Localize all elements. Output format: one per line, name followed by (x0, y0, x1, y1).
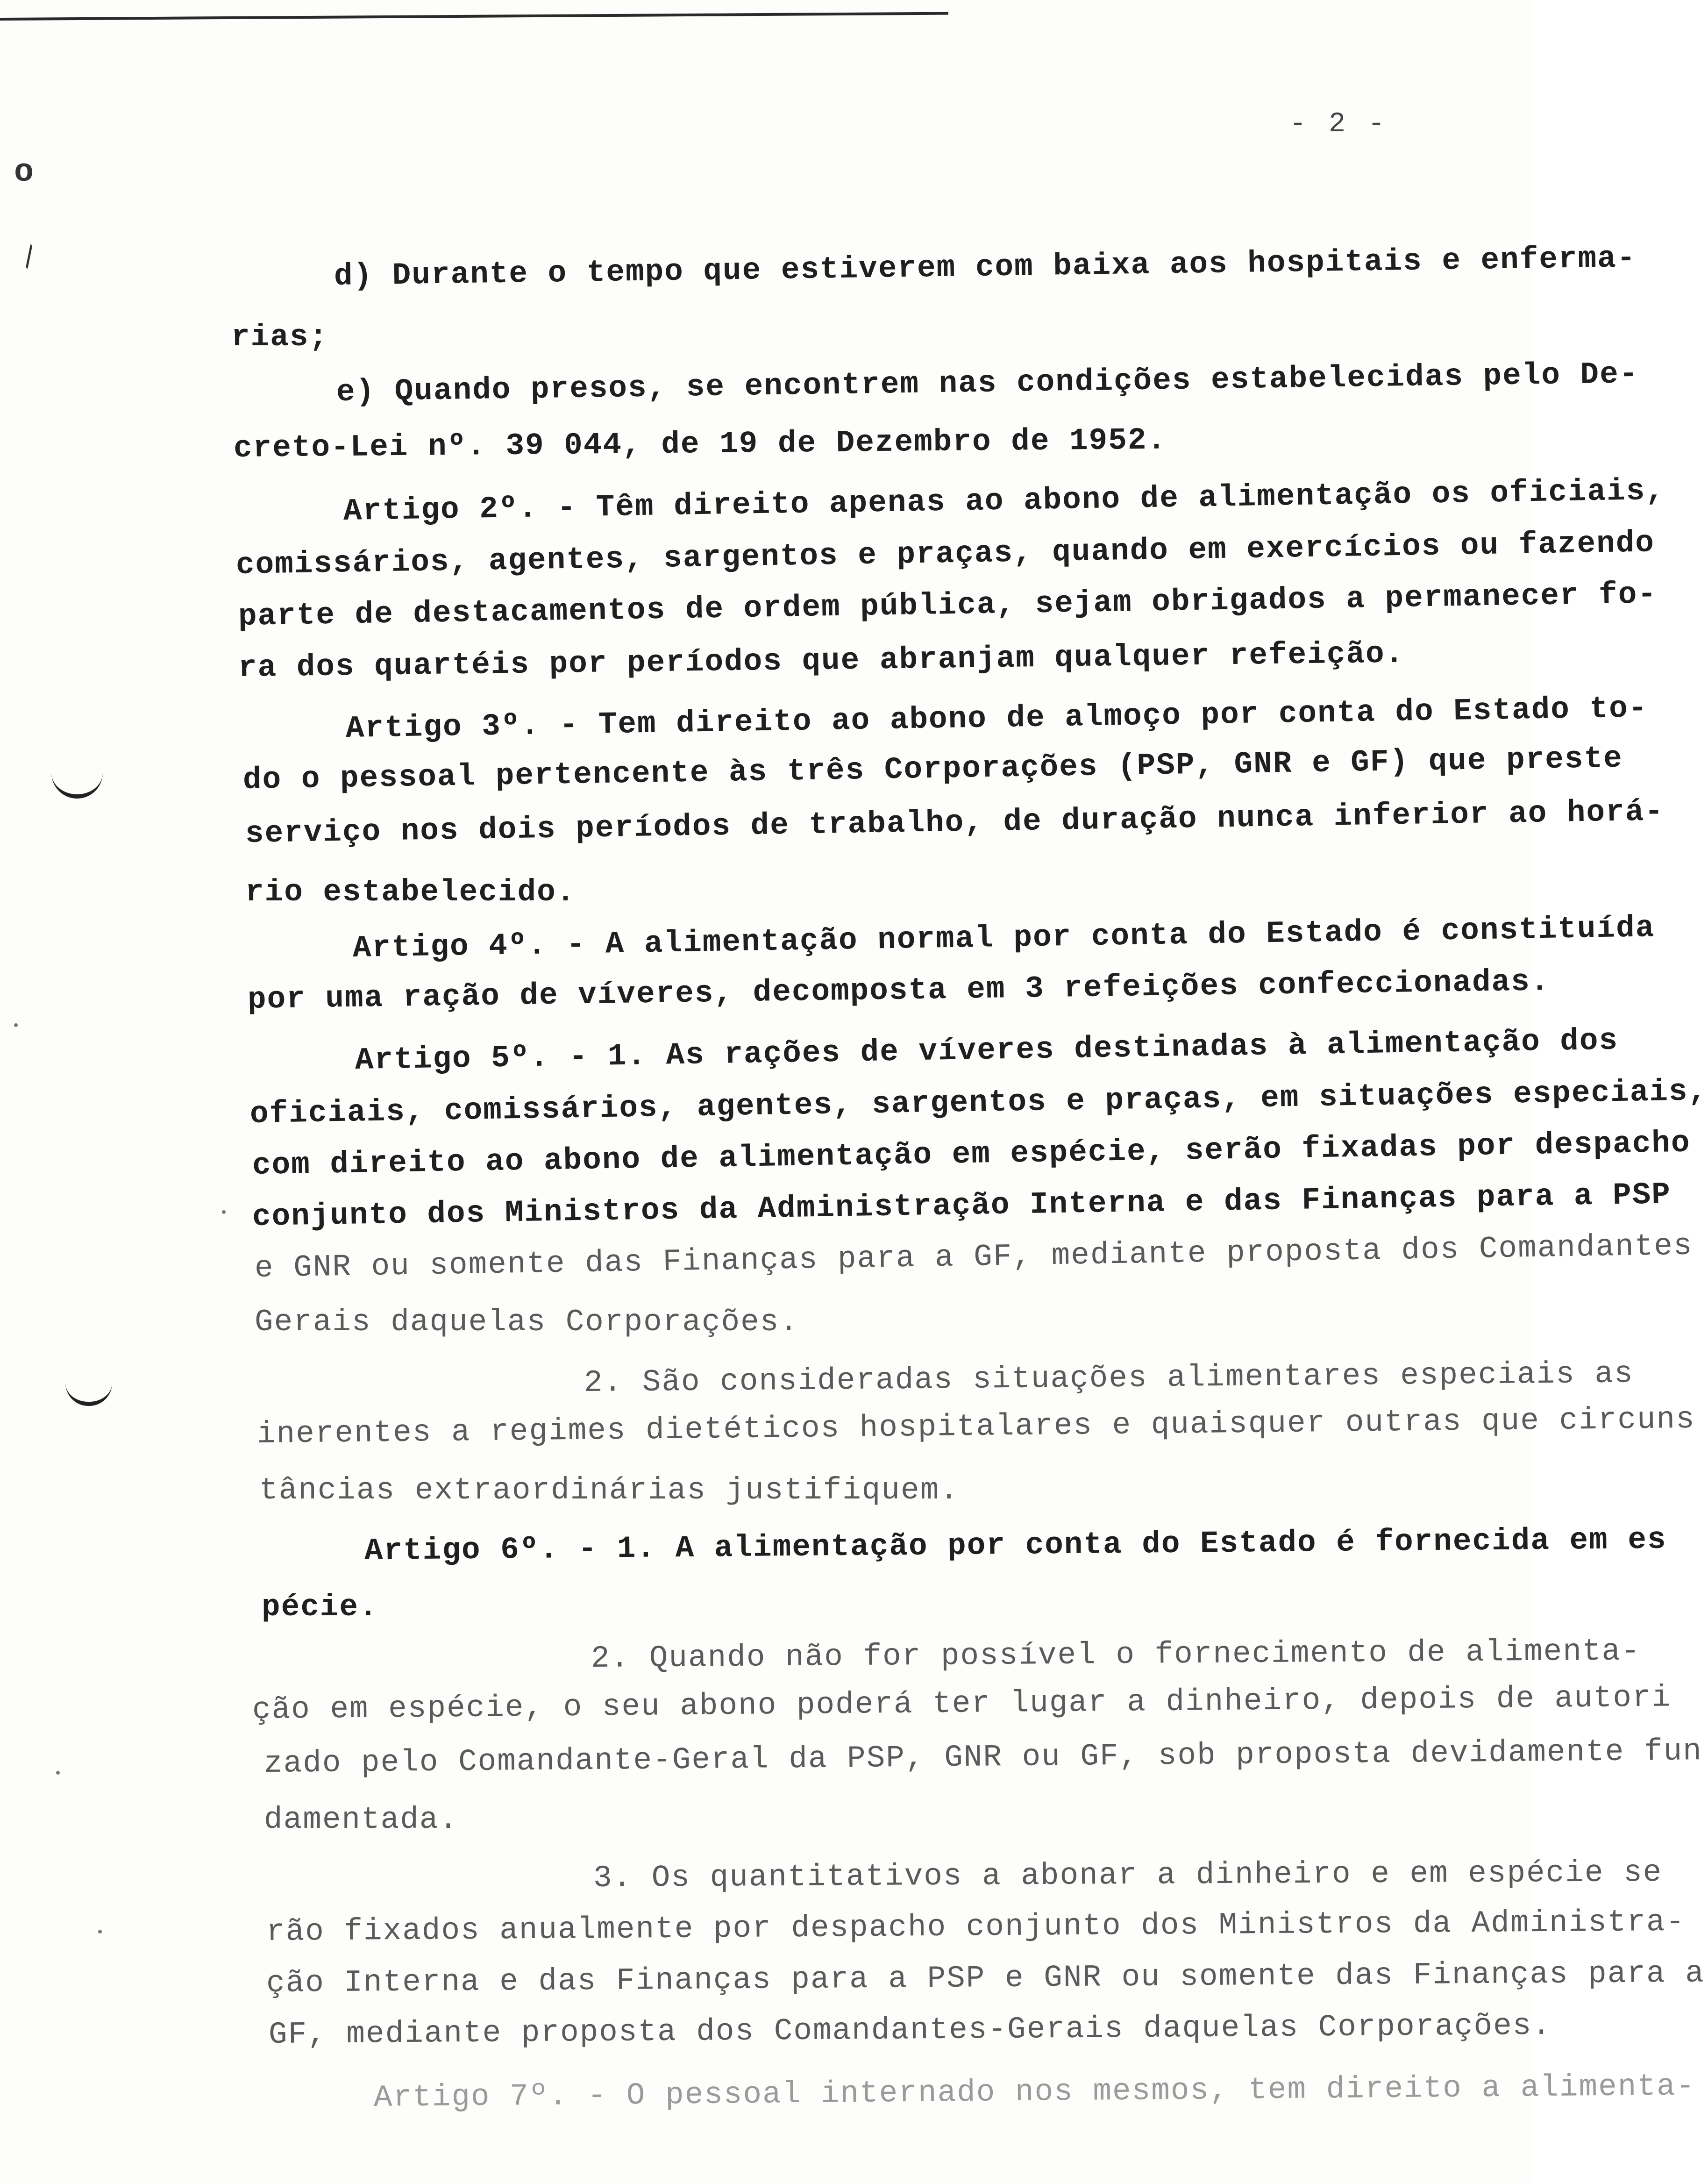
text-line: Gerais daquelas Corporações. (255, 1305, 799, 1340)
text-line: creto-Lei nº. 39 044, de 19 de Dezembro de 1952. (233, 422, 1167, 466)
text-line: Artigo 6º. - 1. A alimentação por conta do Estado é fornecida em es (364, 1522, 1667, 1569)
text-line: e GNR ou somente das Finanças para a GF, mediante proposta dos Comandantes (254, 1228, 1694, 1286)
text-line: e) Quando presos, se encontrem nas condições estabelecidas pelo De- (336, 357, 1639, 410)
text-line: GF, mediante proposta dos Comandantes-Gerais daquelas Corporações. (268, 2008, 1552, 2052)
text-line: pécie. (262, 1590, 378, 1625)
text-line: 2. Quando não for possível o fornecimento de alimenta- (591, 1634, 1641, 1676)
text-line: Artigo 2º. - Têm direito apenas ao abono de alimentação os oficiais, (343, 473, 1665, 529)
margin-mark (65, 1383, 112, 1406)
text-line: Artigo 3º. - Tem direito ao abono de almoço por conta do Estado to- (345, 691, 1648, 746)
text-line: inerentes a regimes dietéticos hospitalares e quaisquer outras que circuns (256, 1401, 1696, 1452)
top-edge-line (0, 12, 948, 21)
text-line: por uma ração de víveres, decomposta em 3 refeições confeccionadas. (247, 964, 1550, 1017)
text-line: rias; (231, 320, 329, 355)
margin-mark (98, 1930, 102, 1933)
margin-mark (222, 1210, 226, 1214)
text-line: serviço nos dois períodos de trabalho, de duração nunca inferior ao horá- (245, 794, 1665, 851)
text-line: d) Durante o tempo que estiverem com baixa aos hospitais e enferma- (334, 241, 1637, 294)
text-line: rão fixados anualmente por despacho conjunto dos Ministros da Administra- (266, 1904, 1686, 1949)
margin-mark: \ (10, 241, 44, 277)
text-line: tâncias extraordinárias justifiquem. (259, 1473, 959, 1508)
text-line: 2. São consideradas situações alimentares especiais as (584, 1356, 1634, 1400)
margin-mark (14, 1023, 18, 1027)
text-line: rio estabelecido. (245, 875, 576, 910)
text-line: com direito ao abono de alimentação em espécie, serão fixadas por despacho (252, 1125, 1691, 1183)
text-line: Artigo 4º. - A alimentação normal por conta do Estado é constituída (352, 910, 1655, 966)
text-line: ra dos quartéis por períodos que abranjam qualquer refeição. (238, 636, 1405, 685)
margin-mark (51, 771, 103, 799)
text-line: conjunto dos Ministros da Administração Interna e das Finanças para a PSP (252, 1177, 1672, 1234)
text-line: damentada. (264, 1802, 459, 1837)
text-line: oficiais, comissários, agentes, sargentos e praças, em situações especiais, (249, 1073, 1708, 1132)
text-line: comissários, agentes, sargentos e praças, quando em exercícios ou fazendo (235, 525, 1655, 583)
margin-mark (56, 1771, 60, 1775)
margin-mark: o (14, 154, 34, 191)
page-number: - 2 - (1289, 108, 1388, 140)
text-line: ção em espécie, o seu abono poderá ter lugar a dinheiro, depois de autori (252, 1680, 1672, 1727)
text-line: zado pelo Comandante-Geral da PSP, GNR ou GF, sob proposta devidamente fun (263, 1734, 1703, 1781)
text-line: Artigo 7º. - O pessoal internado nos mesmos, tem direito a alimenta- (373, 2069, 1696, 2115)
text-line: 3. Os quantitativos a abonar a dinheiro e em espécie se (593, 1855, 1663, 1896)
text-line: Artigo 5º. - 1. As rações de víveres destinadas à alimentação dos (355, 1023, 1619, 1078)
text-line: parte de destacamentos de ordem pública, sejam obrigados a permanecer fo- (238, 577, 1658, 634)
text-line: do o pessoal pertencente às três Corporações (PSP, GNR e GF) que preste (242, 741, 1623, 798)
text-line: ção Interna e das Finanças para a PSP e GNR ou somente das Finanças para a (266, 1955, 1705, 2001)
